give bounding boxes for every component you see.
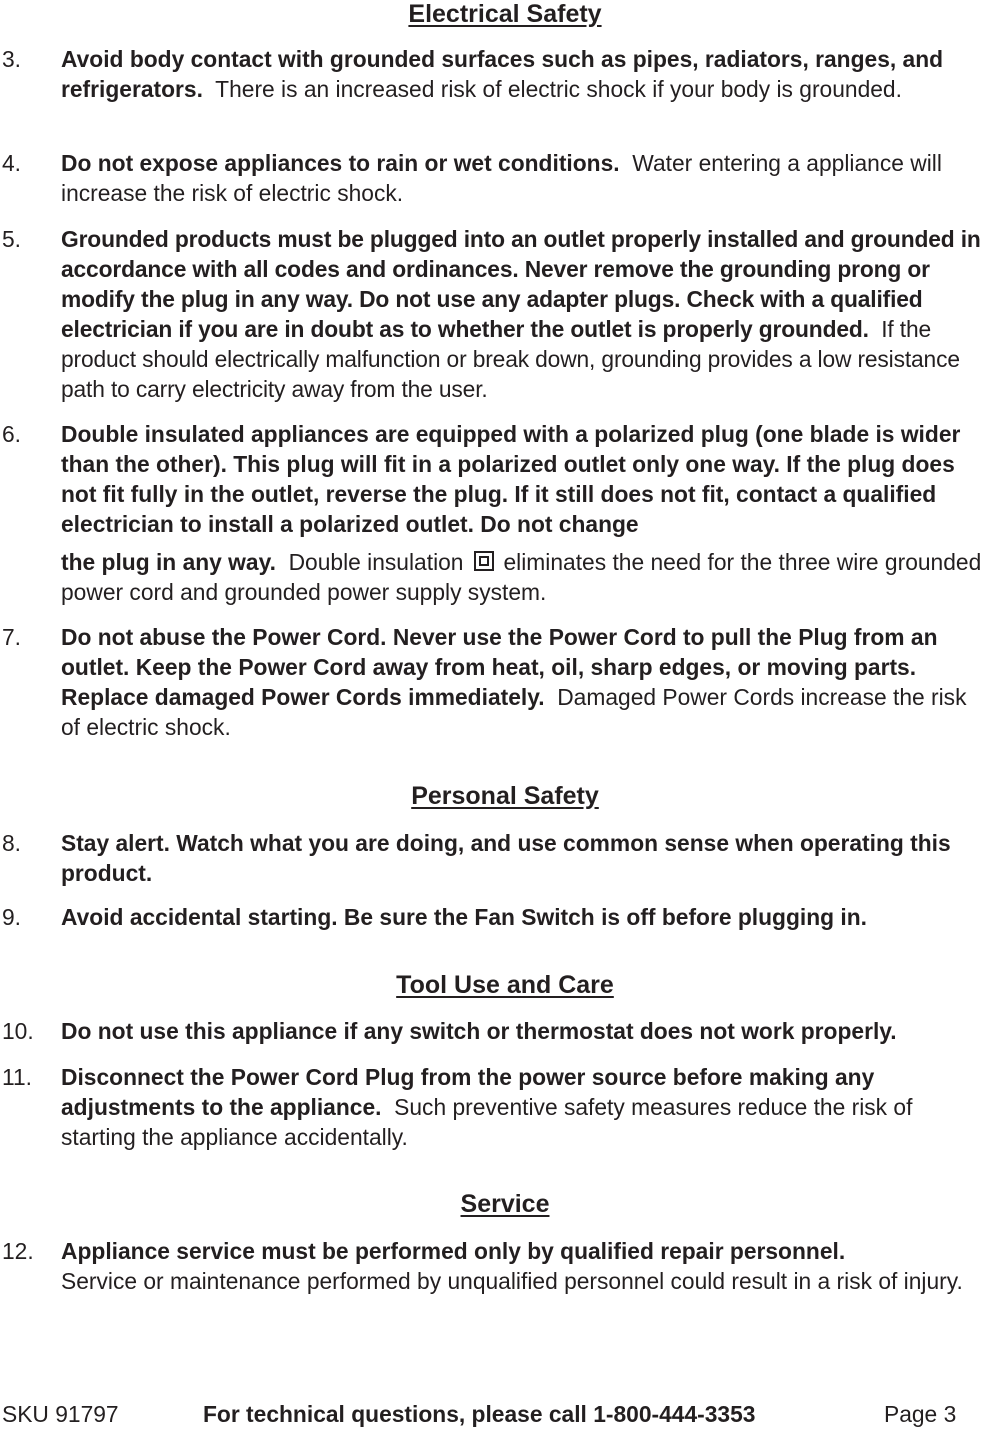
section-heading-service: Service — [460, 1190, 550, 1218]
item-bold-text: Double insulated appliances are equipped with a polarized plug (one blade is wider than the other). This plug will fit in a polarized outlet only one way. If the plug does not fit fully in the outlet, reverse the plug. If it still does not fit, contact a qualified electrician to install a polarized outlet. Do not change — [61, 421, 961, 537]
item-plain-text: Service or maintenance performed by unqualified personnel could result in a risk of injury. — [61, 1268, 963, 1294]
item-number: 5. — [2, 226, 22, 252]
item-bold-text: Avoid accidental starting. Be sure the Fan Switch is off before plugging in. — [61, 904, 868, 930]
item-bold-text: Disconnect the Power Cord Plug from the power source before making any adjustments to the appliance. — [61, 1064, 875, 1120]
item-number: 10. — [2, 1018, 34, 1044]
footer-sku: SKU 91797 — [2, 1401, 119, 1427]
item-bold-text: Avoid body contact with grounded surfaces such as pipes, radiators, ranges, and refrigerators. — [61, 46, 944, 102]
section-heading-tool-use-and-care: Tool Use and Care — [396, 971, 614, 999]
item-text — [61, 902, 991, 932]
item-plain-text: If the product should electrically malfunction or break down, grounding provides a low resistance path to carry electricity away from the user. — [61, 316, 960, 402]
item-number: 8. — [2, 830, 22, 856]
item-text — [61, 1062, 991, 1152]
item-number: 6. — [2, 421, 22, 447]
section-heading-personal-safety: Personal Safety — [411, 782, 599, 810]
item-bold-text: Do not expose appliances to rain or wet conditions. — [61, 150, 620, 176]
item-text — [61, 148, 991, 208]
item-plain-text: Such preventive safety measures reduce the risk of starting the appliance accidentally. — [61, 1094, 913, 1150]
item-text — [61, 622, 991, 742]
item-text — [61, 1236, 991, 1296]
item-plain-text: Damaged Power Cords increase the risk of electric shock. — [61, 684, 967, 740]
item-bold-text: Appliance service must be performed only by qualified repair personnel. — [61, 1238, 846, 1264]
footer-support-phone: For technical questions, please call 1-800-444-3353 — [203, 1401, 756, 1427]
item-bold-text-end: the plug in any way. — [61, 549, 276, 575]
item-text — [61, 224, 991, 404]
item-continuation — [61, 547, 991, 607]
item-number: 4. — [2, 150, 22, 176]
item-number: 7. — [2, 624, 22, 650]
item-plain-text: There is an increased risk of electric shock if your body is grounded. — [215, 76, 902, 102]
item-bold-text: Grounded products must be plugged into an outlet properly installed and grounded in accordance with all codes and ordinances. Never remove the grounding prong or modify the plug in any way. Do not use any adapter plugs. Check with a qualified electrician if you are in doubt as to whether the outlet is properly grounded. — [61, 226, 981, 342]
item-bold-text: Do not use this appliance if any switch or thermostat does not work properly. — [61, 1018, 897, 1044]
item-plain-text: Water entering a appliance will increase the risk of electric shock. — [61, 150, 942, 206]
item-number: 3. — [2, 46, 22, 72]
section-heading-electrical-safety: Electrical Safety — [408, 0, 602, 28]
item-text — [61, 44, 991, 104]
page-footer — [0, 1399, 991, 1429]
footer-page-number: Page 3 — [884, 1401, 957, 1427]
item-number: 11. — [2, 1064, 32, 1090]
double-insulation-icon — [474, 551, 494, 571]
item-number: 9. — [2, 904, 22, 930]
item-plain-text-rest: eliminates the need for the three wire grounded power cord and grounded power supply system. — [61, 549, 982, 605]
item-plain-text: Double insulation — [288, 549, 464, 575]
item-number: 12. — [2, 1238, 34, 1264]
item-text — [61, 1016, 991, 1046]
item-bold-text: Do not abuse the Power Cord. Never use the Power Cord to pull the Plug from an outlet. Keep the Power Cord away from heat, oil, sharp edges, or moving parts. Replace damaged Power Cords immediately. — [61, 624, 938, 710]
item-bold-text: Stay alert. Watch what you are doing, and use common sense when operating this product. — [61, 830, 951, 886]
item-text — [61, 828, 991, 888]
item-text — [61, 419, 991, 607]
